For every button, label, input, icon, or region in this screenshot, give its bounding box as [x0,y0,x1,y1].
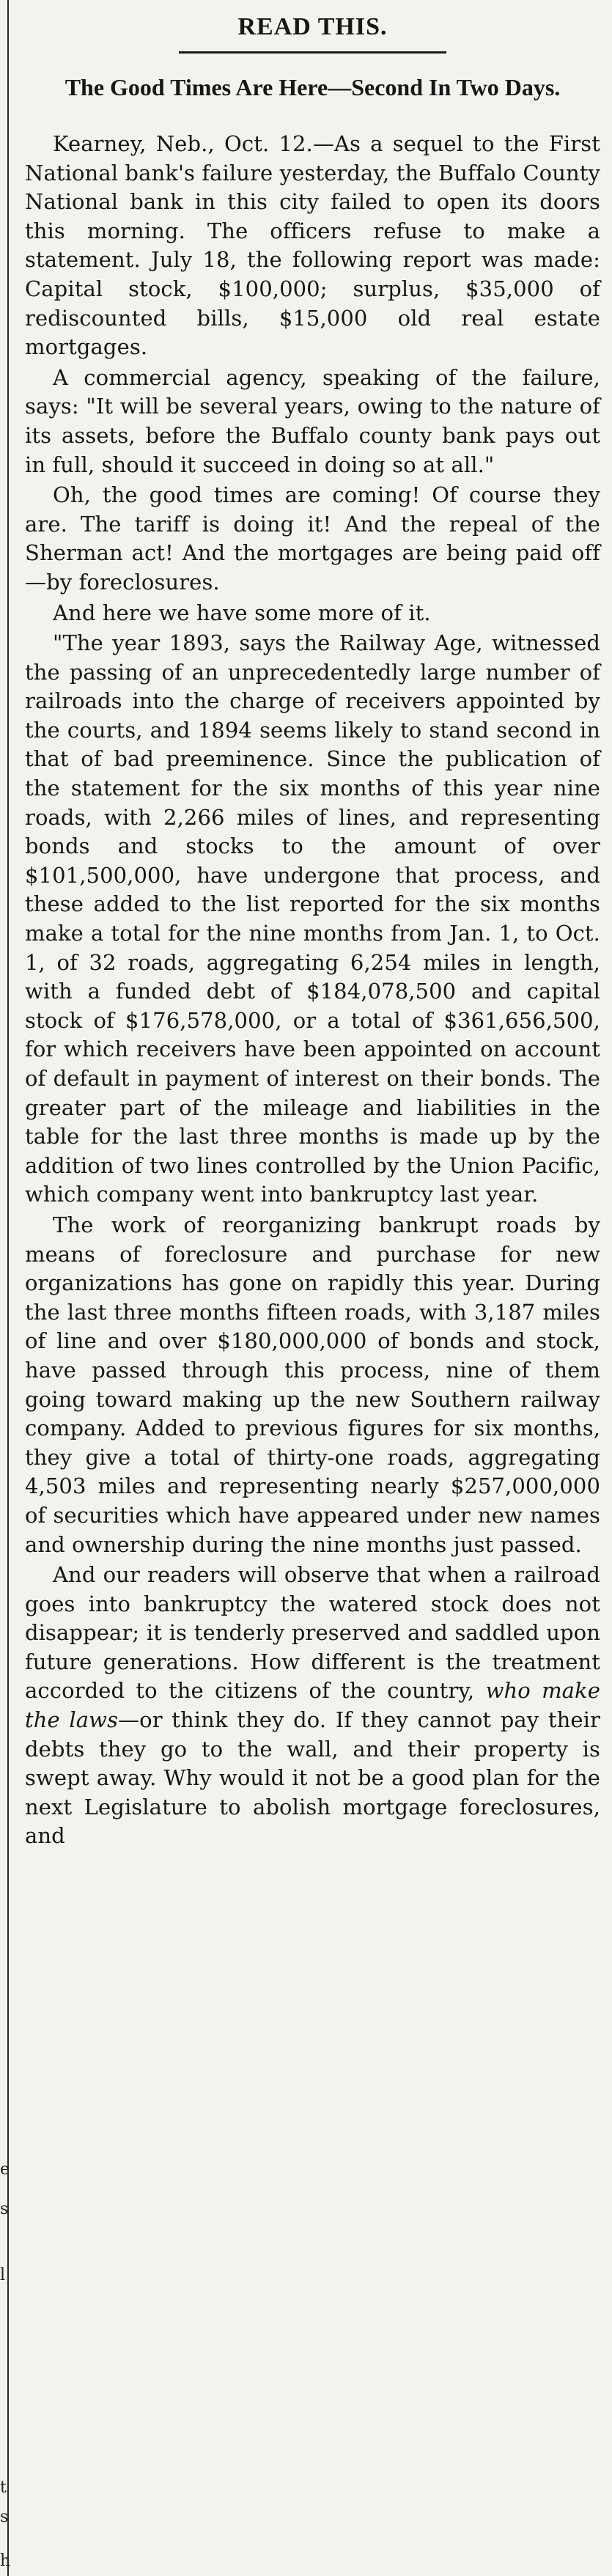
closing-text-end: —or think they do. If they cannot pay their debts they go to the wall, and their property is swept away. Why would it not be a good plan for the next Legislature to abolish mortgage foreclosures, and [25,1707,601,1849]
closing-text-start: And our readers will observe that when a railroad goes into bankruptcy the watered stock does not disappear; it is tenderly preserved and saddled upon future generations. How different is the treatment accorded to the citizens of the country, [25,1562,600,1704]
paragraph-closing [25,1561,600,1851]
paragraph-more: And here we have some more of it. [53,600,431,625]
gutter-fragment: t [0,2479,7,2497]
paragraph-reorganizing: The work of reorganizing bankrupt roads by means of foreclosure and purchase for new organizations has gone on rapidly this year. During the last three months fifteen roads, with 3,187 miles of line and over $180,000,000 of bonds and stock, have passed through this process, nine of them going toward making up the new Southern railway company. Added to previous figures for six months, they give a total of thirty-one roads, aggregating 4,503 miles and representing nearly $257,000,000 of securities which have appeared under new names and ownership during the nine months just passed. [25,1212,600,1557]
headline-divider [179,51,446,54]
gutter-fragment: e [0,2160,10,2179]
paragraph-agency-quote: A commercial agency, speaking of the failure, says: "It will be several years, owing to the nature of its assets, before the Buffalo county bank pays out in full, should it succeed in doing so at all." [25,364,600,477]
paragraph-good-times: Oh, the good times are coming! Of course they are. The tariff is doing it! And the repeal of the Sherman act! And the mortgages are being paid off—by foreclosures. [25,482,600,595]
column-rule [7,0,9,2576]
closing-emphasis: who make the laws [25,1678,600,1733]
paragraph-dateline: Kearney, Neb., Oct. 12.—As a sequel to the First National bank's failure yesterday, the Buffalo County National bank in this city failed to open its doors this morning. The officers refuse to make a statement. July 18, the following report was made: Capital stock, $100,000; surplus, $35,000 of rediscounted bills, $15,000 old real estate mortgages. [25,131,600,360]
gutter-fragment: s [0,2508,9,2526]
gutter-fragment: h [0,2552,11,2570]
gutter-fragment: l [0,2266,6,2284]
gutter-fragment: s [0,2200,9,2218]
paragraph-railway-age: "The year 1893, says the Railway Age, witnessed the passing of an unprecedentedly large number of railroads into the charge of receivers appointed by the courts, and 1894 seems likely to stand second in that of bad preeminence. Since the publication of the statement for the six months of this year nine roads, with 2,266 miles of lines, and representing bonds and stocks to the amount of over $101,500,000, have undergone that process, and these added to the list reported for the six months make a total for the nine months from Jan. 1, to Oct. 1, of 32 roads, aggregating 6,254 miles in length, with a funded debt of $184,078,500 and capital stock of $176,578,000, or a total of $361,656,500, for which receivers have been appointed on account of default in payment of interest on their bonds. The greater part of the mileage and liabilities in the table for the last three months is made up by the addition of two lines controlled by the Union Pacific, which company went into bankruptcy last year. [25,630,600,1207]
article-headline: READ THIS. [237,13,388,40]
article-subheadline: The Good Times Are Here—Second In Two Days. [64,74,561,100]
